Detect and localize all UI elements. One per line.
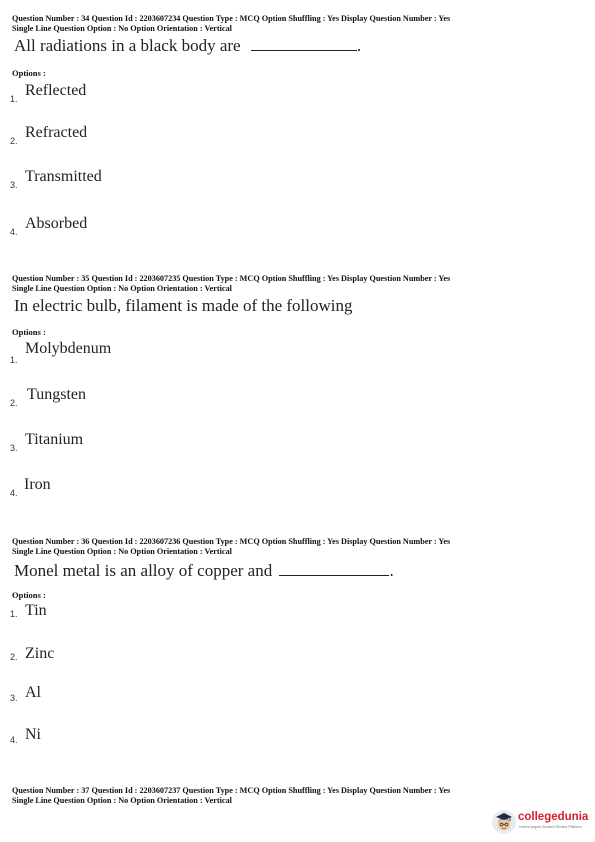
option-text: Titanium [25,431,84,448]
options-label: Options : [12,68,46,78]
graduate-mascot-icon [492,810,516,834]
option-number: 3. [10,180,18,190]
meta-line-2: Single Line Question Option : No Option Orientation : Vertical [12,796,232,805]
meta-line-2: Single Line Question Option : No Option Orientation : Vertical [12,284,232,293]
options-label: Options : [12,590,46,600]
answer-blank [279,561,389,576]
option-number: 3. [10,693,18,703]
option-text: Tin [25,602,47,619]
question-tail: . [356,36,362,55]
option-number: 1. [10,355,18,365]
meta-line-1: Question Number : 35 Question Id : 2203607235 Question Type : MCQ Option Shuffling : Yes Display Question Number : Yes [12,274,451,283]
logo-tagline: India's largest Student Review Platform [519,825,582,829]
question-35-text [14,296,352,316]
answer-blank [251,36,357,51]
meta-line-1: Question Number : 37 Question Id : 2203607237 Question Type : MCQ Option Shuffling : Yes Display Question Number : Yes [12,786,451,795]
option-text: Ni [25,726,41,743]
question-text: All radiations in a black body are [14,36,241,55]
question-text: In electric bulb, filament is made of the following [14,296,353,315]
option-text: Transmitted [25,168,102,185]
option-text: Reflected [25,82,87,99]
option-text: Zinc [25,645,55,662]
option-number: 2. [10,652,18,662]
option-number: 4. [10,488,18,498]
meta-line-2: Single Line Question Option : No Option Orientation : Vertical [12,547,232,556]
logo-name: collegedunia [518,811,589,823]
collegedunia-logo[interactable] [492,808,592,836]
question-text: Monel metal is an alloy of copper and [14,561,273,580]
option-number: 2. [10,398,18,408]
question-37-meta [12,786,582,806]
option-number: 1. [10,609,18,619]
option-number: 4. [10,227,18,237]
option-text: Iron [24,476,51,493]
option-text: Absorbed [25,215,88,232]
meta-line-1: Question Number : 36 Question Id : 2203607236 Question Type : MCQ Option Shuffling : Yes Display Question Number : Yes [12,537,451,546]
option-text: Refracted [25,124,88,141]
question-34-text [14,36,361,56]
option-number: 2. [10,136,18,146]
question-tail: . [389,561,394,580]
option-number: 4. [10,735,18,745]
question-35-meta [12,274,582,294]
option-number: 1. [10,94,18,104]
option-text: Tungsten [27,386,86,403]
option-number: 3. [10,443,18,453]
question-34-meta [12,14,582,34]
option-text: Molybdenum [25,340,112,357]
question-36-meta [12,537,582,557]
question-36-text [14,561,394,581]
meta-line-1: Question Number : 34 Question Id : 2203607234 Question Type : MCQ Option Shuffling : Yes Display Question Number : Yes [12,14,451,23]
meta-line-2: Single Line Question Option : No Option Orientation : Vertical [12,24,232,33]
options-label: Options : [12,327,46,337]
option-text: Al [25,684,41,701]
